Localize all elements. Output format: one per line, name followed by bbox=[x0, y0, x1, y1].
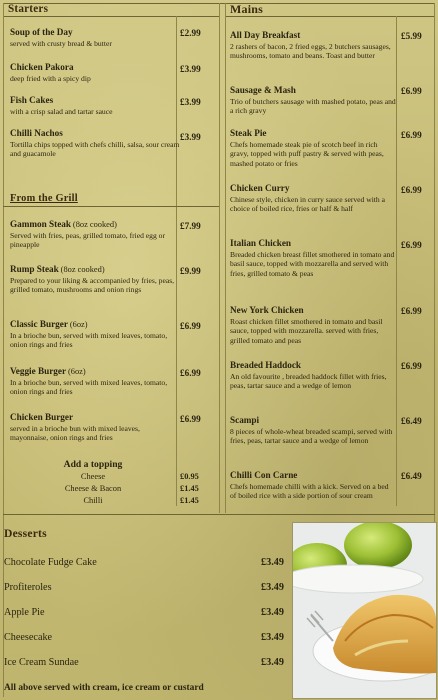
grill-desc: Served with fries, peas, grilled tomato, fried egg or pineapple bbox=[10, 231, 165, 250]
grill-price: £9.99 bbox=[180, 266, 201, 276]
grill-weight: (8oz cooked) bbox=[72, 220, 117, 229]
grill-item bbox=[10, 264, 176, 295]
mains-name: Italian Chicken bbox=[230, 238, 292, 248]
mains-item bbox=[230, 360, 396, 391]
grill-weight: (6oz) bbox=[67, 367, 86, 376]
mains-heading: Mains bbox=[230, 2, 264, 16]
mains-item bbox=[230, 30, 396, 61]
mains-name: Chilli Con Carne bbox=[230, 470, 298, 480]
starter-item bbox=[10, 62, 178, 83]
starter-name: Fish Cakes bbox=[10, 95, 54, 105]
mains-desc: Breaded chicken breast fillet smothered in tomato and basil sauce, topped with mozzarella and served with fries, grilled tomato & peas bbox=[230, 250, 395, 278]
mains-item bbox=[230, 128, 396, 168]
dessert-price: £3.49 bbox=[261, 557, 284, 568]
grill-name: Veggie Burger bbox=[10, 366, 67, 376]
grill-weight: (6oz) bbox=[69, 320, 88, 329]
starter-item bbox=[10, 95, 178, 116]
topping-name: Cheese & Bacon bbox=[64, 484, 122, 493]
desserts-footer: All above served with cream, ice cream or custard bbox=[4, 683, 204, 693]
starter-desc: served with crusty bread & butter bbox=[10, 39, 112, 48]
column-divider-right bbox=[225, 3, 226, 513]
starter-desc: Tortilla chips topped with chefs chilli, salsa, sour cream and guacamole bbox=[10, 140, 180, 159]
mains-name: New York Chicken bbox=[230, 305, 304, 315]
dessert-name: Chocolate Fudge Cake bbox=[4, 557, 97, 568]
dessert-name: Ice Cream Sundae bbox=[4, 657, 79, 668]
desserts-heading: Desserts bbox=[4, 527, 47, 540]
mains-item bbox=[230, 183, 396, 214]
grill-desc: In a brioche bun, served with mixed leaves, tomato, onion rings and fries bbox=[10, 331, 168, 350]
mains-price: £6.49 bbox=[401, 471, 422, 481]
mains-name: Steak Pie bbox=[230, 128, 267, 138]
mains-price: £5.99 bbox=[401, 31, 422, 41]
mains-desc: 2 rashers of bacon, 2 fried eggs, 2 butchers sausages, mushrooms, tomato and beans. Toast and butter bbox=[230, 42, 391, 61]
grill-desc: Prepared to your liking & accompanied by fries, peas, grilled tomato, mushrooms and onion rings bbox=[10, 276, 175, 295]
dessert-name: Apple Pie bbox=[4, 607, 45, 618]
grill-price: £7.99 bbox=[180, 221, 201, 231]
mains-item bbox=[230, 305, 396, 345]
grill-name: Classic Burger bbox=[10, 319, 68, 329]
mains-desc: Chinese style, chicken in curry sauce served with a choice of boiled rice, fries or half & half bbox=[230, 195, 385, 214]
starter-desc: deep fried with a spicy dip bbox=[10, 74, 91, 83]
starters-heading-rule bbox=[3, 16, 219, 17]
mains-price: £6.99 bbox=[401, 306, 422, 316]
mains-item bbox=[230, 85, 396, 116]
topping-name: Chilli bbox=[83, 496, 103, 505]
mains-name: Chicken Curry bbox=[230, 183, 290, 193]
desserts-top-rule bbox=[3, 514, 435, 515]
starter-name: Soup of the Day bbox=[10, 27, 73, 37]
starter-price: £3.99 bbox=[180, 132, 201, 142]
mains-price: £6.49 bbox=[401, 416, 422, 426]
starter-name: Chilli Nachos bbox=[10, 128, 63, 138]
grill-desc: served in a brioche bun with mixed leaves, mayonnaise, onion rings and fries bbox=[10, 424, 140, 443]
mains-desc: 8 pieces of whole-wheat breaded scampi, served with fries, peas, tartar sauce and a wedge of lemon bbox=[230, 427, 393, 446]
grill-price: £6.99 bbox=[180, 321, 201, 331]
grill-price: £6.99 bbox=[180, 414, 201, 424]
starter-item bbox=[10, 128, 182, 159]
topping-price: £1.45 bbox=[180, 484, 199, 493]
starter-price: £3.99 bbox=[180, 97, 201, 107]
dessert-price: £3.49 bbox=[261, 607, 284, 618]
grill-item bbox=[10, 319, 176, 350]
grill-item bbox=[10, 366, 176, 397]
grill-heading-rule bbox=[3, 206, 219, 207]
grill-desc: In a brioche bun, served with mixed leaves, tomato, onion rings and fries bbox=[10, 378, 168, 397]
mains-price-rule bbox=[396, 16, 397, 506]
apple-pie-photo bbox=[292, 522, 437, 699]
mains-desc: Chefs homemade steak pie of scotch beef in rich gravy, topped with puff pastry & served with peas, mashed potato or fries bbox=[230, 140, 384, 168]
grill-price: £6.99 bbox=[180, 368, 201, 378]
starter-name: Chicken Pakora bbox=[10, 62, 74, 72]
column-divider-left bbox=[219, 3, 220, 513]
mains-price: £6.99 bbox=[401, 86, 422, 96]
grill-item bbox=[10, 219, 176, 250]
dessert-price: £3.49 bbox=[261, 582, 284, 593]
dessert-name: Profiteroles bbox=[4, 582, 52, 593]
grill-item bbox=[10, 412, 168, 443]
starter-desc: with a crisp salad and tartar sauce bbox=[10, 107, 113, 116]
mains-price: £6.99 bbox=[401, 130, 422, 140]
topping-name: Cheese bbox=[80, 472, 106, 481]
mains-desc: Chefs homemade chilli with a kick. Served on a bed of boiled rice with a side portion of sour cream bbox=[230, 482, 389, 501]
mains-item bbox=[230, 238, 396, 278]
mains-desc: An old favourite , breaded haddock fillet with fries, peas, tartar sauce and a wedge of lemon bbox=[230, 372, 387, 391]
mains-price: £6.99 bbox=[401, 361, 422, 371]
apple-pie-illustration bbox=[293, 523, 436, 698]
grill-name: Rump Steak bbox=[10, 264, 59, 274]
grill-name: Gammon Steak bbox=[10, 219, 71, 229]
mains-name: Breaded Haddock bbox=[230, 360, 302, 370]
dessert-price: £3.49 bbox=[261, 632, 284, 643]
mains-name: Scampi bbox=[230, 415, 260, 425]
dessert-name: Cheesecake bbox=[4, 632, 53, 643]
dessert-price: £3.49 bbox=[261, 657, 284, 668]
mains-desc: Trio of butchers sausage with mashed potato, peas and a rich gravy bbox=[230, 97, 396, 116]
starters-price-rule bbox=[176, 16, 177, 506]
mains-price: £6.99 bbox=[401, 240, 422, 250]
starters-heading: Starters bbox=[8, 3, 49, 15]
mains-item bbox=[230, 470, 396, 501]
grill-weight: (8oz cooked) bbox=[60, 265, 105, 274]
mains-desc: Roast chicken fillet smothered in tomato and basil sauce, topped with mozzarella. served with fries, grilled tomato and peas bbox=[230, 317, 383, 345]
topping-price: £1.45 bbox=[180, 496, 199, 505]
grill-name: Chicken Burger bbox=[10, 412, 74, 422]
mains-name: All Day Breakfast bbox=[230, 30, 301, 40]
grill-heading: From the Grill bbox=[10, 193, 78, 204]
starter-price: £2.99 bbox=[180, 28, 201, 38]
mains-price: £6.99 bbox=[401, 185, 422, 195]
starter-item bbox=[10, 27, 178, 48]
topping-price: £0.95 bbox=[180, 472, 199, 481]
starter-price: £3.99 bbox=[180, 64, 201, 74]
topping-heading: Add a topping bbox=[63, 459, 123, 470]
mains-name: Sausage & Mash bbox=[230, 85, 296, 95]
mains-item bbox=[230, 415, 396, 446]
